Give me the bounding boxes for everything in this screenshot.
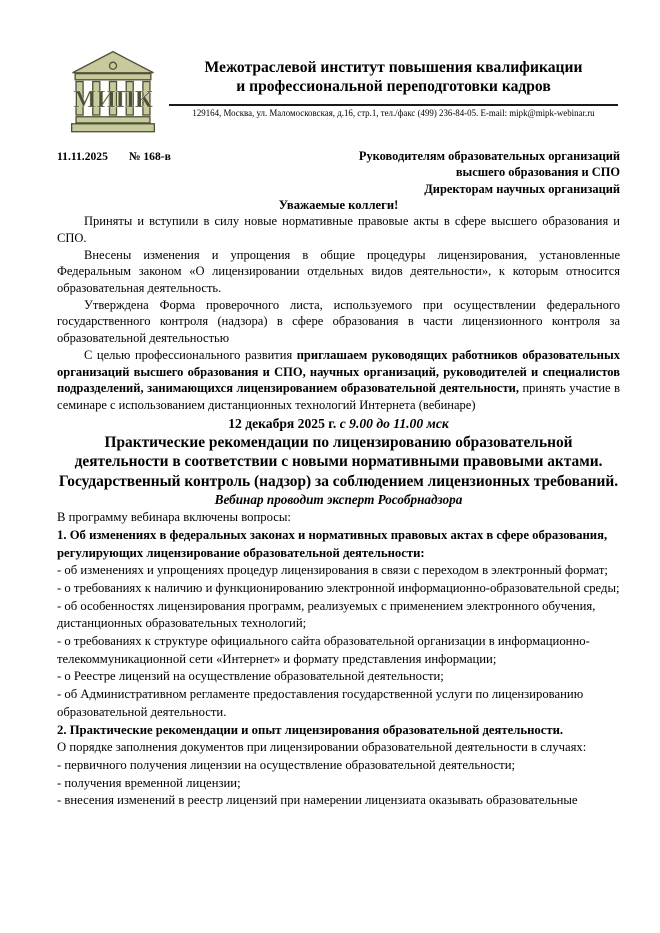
event-date: 12 декабря 2025 г. [228,415,337,431]
event-block [57,415,620,510]
org-name-line2: и профессиональной переподготовки кадров [236,78,551,95]
program-section1-heading: 1. Об изменениях в федеральных законах и нормативных правовых актах в сфере образования, регулирующих лицензирование образовательной деятельности: [57,527,608,560]
addressee-block [359,148,620,197]
program-item: - внесения изменений в реестр лицензий при намерении лицензиата оказывать образовательные [57,793,578,808]
logo-letters: МИПК [73,86,153,114]
event-host: Вебинар проводит эксперт Рособрнадзора [214,492,463,508]
program-section2-intro: О порядке заполнения документов при лицензировании образовательной деятельности в случаях: [57,740,587,755]
event-title-part2: Государственный контроль (надзор) за соблюдением лицензионных требований. [58,472,619,490]
paragraph-invitation [57,347,620,414]
event-datetime [57,415,620,433]
paragraph-new-acts: Приняты и вступили в силу новые нормативные правовые акты в сфере высшего образования и СПО. [57,214,620,245]
letter-number: № 168-в [128,150,171,163]
addressee-line: Директорам научных организаций [424,181,620,196]
org-address: 129164, Москва, ул. Маломосковская, д.16, стр.1, тел./факс (499) 236-84-05. E-mail: mipk@mipk-webinar.ru [192,108,595,118]
addressee-line: высшего образования и СПО [455,165,620,180]
program-item: - первичного получения лицензии на осуществление образовательной деятельности; [57,758,516,772]
invitation-suffix: принять участие в семинаре с использованием дистанционных технологий Интернета (вебинаре) [57,381,620,412]
invitation-prefix: С целью профессионального развития [84,347,297,362]
letter-date: 11.11.2025 [57,150,108,163]
event-title [57,433,620,492]
paragraph-checklist-form: Утверждена Форма проверочного листа, используемого при осуществлении федерального государственного контроля (надзора) в сфере образования в части лицензионного контроля за образовательной деятельностью [57,297,620,346]
header-divider [169,104,618,106]
program-item: - об изменениях и упрощениях процедур лицензирования в связи с переходом в электронный формат; [57,563,608,578]
building-columns-icon [69,47,157,139]
program-item: - о требованиях к структуре официального сайта образовательной организации в информационно-телекоммуникационной сети «Интернет» и формату представления информации; [57,634,590,666]
program-item: - о Реестре лицензий на осуществление образовательной деятельности; [57,669,444,684]
org-name [167,44,620,96]
program-item: - получения временной лицензии; [57,775,241,790]
program-section [57,509,620,810]
program-item: - об Административном регламенте предоставления государственной услуги по лицензированию образовательной деятельности. [57,687,584,719]
salutation: Уважаемые коллеги! [278,198,399,213]
institute-logo [69,47,161,139]
letterhead [57,44,620,139]
program-item: - об особенностях лицензирования программ, реализуемых с применением электронного обучения, дистанционных образовательных технологий; [57,598,596,631]
event-title-part1: Практические рекомендации по лицензированию образовательной деятельности в соответствии с новыми нормативными правовыми актами. [74,433,603,471]
letter-meta [57,148,620,197]
addressee-line: Руководителям образовательных организаций [358,149,620,163]
program-section2-heading: 2. Практические рекомендации и опыт лицензирования образовательной деятельности. [57,722,564,737]
org-name-line1: Межотраслевой институт повышения квалификации [204,59,583,76]
program-item: - о требованиях к наличию и функционированию электронной информационно-образовательной среды; [57,580,620,595]
event-time: с 9.00 до 11.00 мск [339,415,449,431]
letterhead-text [161,44,620,118]
date-number [57,148,171,197]
program-intro: В программу вебинара включены вопросы: [57,510,291,525]
invitation-bold: приглашаем руководящих работников образовательных организаций высшего образования и СПО, научных организаций, руководителей и специалистов подразделений, занимающихся лицензированием образовательной деятельности, [57,347,620,396]
paragraph-licensing-changes: Внесены изменения и упрощения в общие процедуры лицензирования, установленные Федеральным законом «О лицензировании отдельных видов деятельности», к которым относится образовательная деятельность. [57,247,620,296]
